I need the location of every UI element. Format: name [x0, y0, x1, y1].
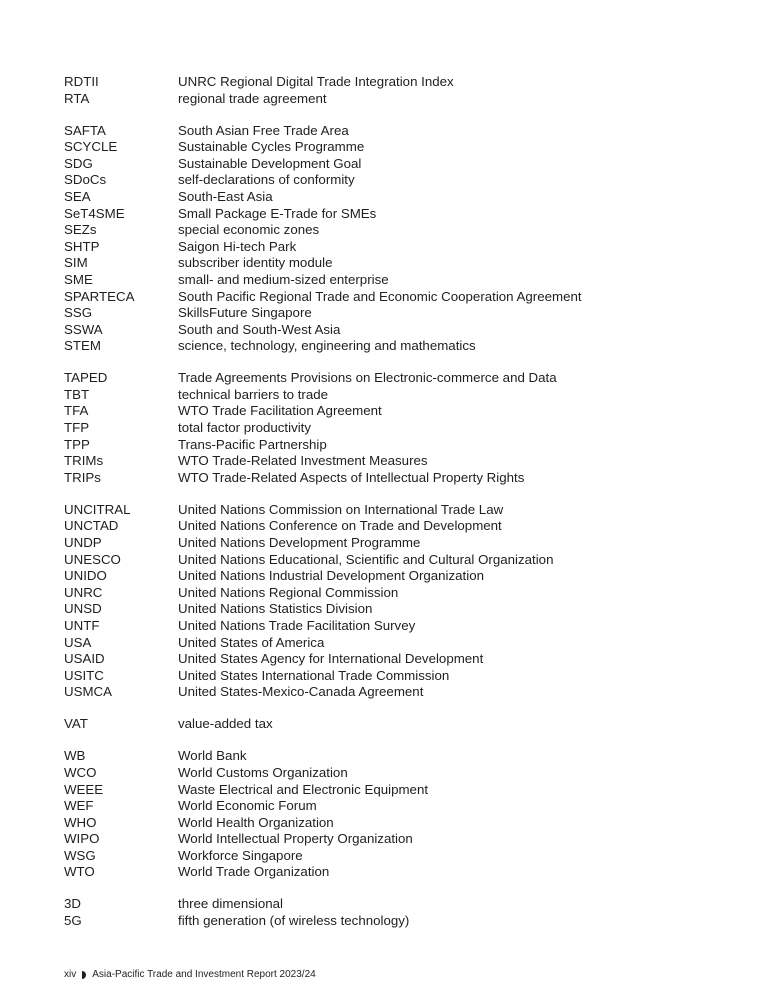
abbreviation-row [64, 322, 744, 339]
abbreviation-group [64, 74, 744, 107]
abbreviation-definition: Saigon Hi-tech Park [178, 238, 297, 254]
abbreviation-term: SSG [64, 305, 93, 321]
abbreviation-term: WB [64, 748, 86, 764]
abbreviation-row [64, 651, 744, 668]
abbreviation-definition: science, technology, engineering and mathematics [178, 338, 476, 354]
abbreviation-term: 5G [64, 913, 82, 929]
abbreviation-row [64, 206, 744, 223]
abbreviation-definition: three dimensional [178, 896, 283, 912]
abbreviation-term: SCYCLE [64, 139, 118, 155]
abbreviation-row [64, 272, 744, 289]
abbreviation-term: UNIDO [64, 568, 107, 584]
abbreviation-definition: special economic zones [178, 222, 320, 238]
abbreviation-row [64, 305, 744, 322]
abbreviation-term: SDG [64, 155, 93, 171]
abbreviation-group [64, 370, 744, 486]
report-title: Asia-Pacific Trade and Investment Report 2023/24 [92, 969, 316, 980]
abbreviation-term: WCO [64, 764, 97, 780]
abbreviation-definition: value-added tax [178, 716, 273, 732]
abbreviation-definition: South Pacific Regional Trade and Economic Cooperation Agreement [178, 288, 582, 304]
abbreviation-row [64, 172, 744, 189]
abbreviation-term: TBT [64, 386, 90, 402]
abbreviation-definition: United Nations Development Programme [178, 535, 421, 551]
abbreviation-definition: technical barriers to trade [178, 386, 329, 402]
abbreviation-term: 3D [64, 896, 81, 912]
abbreviation-definition: Sustainable Development Goal [178, 155, 362, 171]
abbreviation-row [64, 387, 744, 404]
abbreviation-row [64, 255, 744, 272]
abbreviation-definition: United Nations Regional Commission [178, 584, 399, 600]
abbreviation-row [64, 864, 744, 881]
abbreviation-term: TFA [64, 403, 89, 419]
page-number: xiv [64, 969, 77, 980]
abbreviation-row [64, 403, 744, 420]
abbreviation-definition: United Nations Trade Facilitation Survey [178, 617, 416, 633]
abbreviation-row [64, 782, 744, 799]
abbreviation-row [64, 239, 744, 256]
abbreviation-row [64, 91, 744, 108]
abbreviation-term: SAFTA [64, 122, 106, 138]
abbreviation-row [64, 568, 744, 585]
abbreviation-definition: United Nations Commission on International Trade Law [178, 501, 504, 517]
abbreviation-row [64, 815, 744, 832]
abbreviation-definition: United Nations Educational, Scientific and Cultural Organization [178, 551, 554, 567]
abbreviation-definition: World Trade Organization [178, 864, 330, 880]
abbreviation-row [64, 535, 744, 552]
abbreviation-definition: UNRC Regional Digital Trade Integration Index [178, 74, 454, 89]
abbreviation-term: SEA [64, 188, 91, 204]
abbreviations-list [64, 74, 744, 945]
abbreviation-definition: regional trade agreement [178, 90, 327, 106]
abbreviation-row [64, 748, 744, 765]
abbreviation-term: WEF [64, 798, 94, 814]
abbreviation-term: UNTF [64, 617, 100, 633]
abbreviation-definition: self-declarations of conformity [178, 172, 355, 188]
abbreviation-definition: WTO Trade-Related Investment Measures [178, 453, 428, 469]
abbreviation-term: SEZs [64, 222, 97, 238]
abbreviation-term: TRIPs [64, 469, 101, 485]
abbreviation-term: STEM [64, 338, 101, 354]
abbreviation-row [64, 716, 744, 733]
abbreviation-term: SeT4SME [64, 205, 125, 221]
abbreviation-row [64, 502, 744, 519]
abbreviation-term: SIM [64, 255, 88, 271]
abbreviation-definition: fifth generation (of wireless technology) [178, 913, 410, 929]
abbreviation-term: SHTP [64, 238, 100, 254]
abbreviation-term: TRIMs [64, 453, 104, 469]
abbreviation-row [64, 684, 744, 701]
abbreviation-term: WSG [64, 847, 96, 863]
abbreviation-row [64, 437, 744, 454]
abbreviation-definition: South and South-West Asia [178, 321, 341, 337]
abbreviation-term: WIPO [64, 831, 100, 847]
abbreviation-row [64, 189, 744, 206]
abbreviation-row [64, 668, 744, 685]
abbreviation-definition: World Intellectual Property Organization [178, 831, 413, 847]
abbreviation-row [64, 765, 744, 782]
abbreviation-row [64, 518, 744, 535]
abbreviation-definition: SkillsFuture Singapore [178, 305, 312, 321]
abbreviation-row [64, 139, 744, 156]
abbreviation-row [64, 585, 744, 602]
abbreviation-definition: World Health Organization [178, 814, 334, 830]
abbreviation-row [64, 156, 744, 173]
abbreviation-row [64, 222, 744, 239]
abbreviation-term: UNDP [64, 535, 102, 551]
abbreviation-row [64, 848, 744, 865]
abbreviation-definition: subscriber identity module [178, 255, 333, 271]
abbreviation-row [64, 896, 744, 913]
abbreviation-term: VAT [64, 716, 88, 732]
abbreviation-term: USAID [64, 651, 105, 667]
abbreviation-term: UNSD [64, 601, 102, 617]
abbreviation-definition: United Nations Conference on Trade and Development [178, 518, 502, 534]
abbreviation-definition: United States of America [178, 634, 325, 650]
abbreviation-term: TFP [64, 420, 90, 436]
abbreviation-definition: South Asian Free Trade Area [178, 122, 349, 138]
abbreviation-definition: WTO Trade Facilitation Agreement [178, 403, 382, 419]
abbreviation-term: SPARTECA [64, 288, 135, 304]
abbreviation-definition: United Nations Statistics Division [178, 601, 373, 617]
abbreviation-group [64, 896, 744, 929]
abbreviation-row [64, 338, 744, 355]
abbreviation-definition: Small Package E-Trade for SMEs [178, 205, 377, 221]
abbreviation-group [64, 502, 744, 701]
abbreviation-definition: United Nations Industrial Development Organization [178, 568, 484, 584]
abbreviation-term: TPP [64, 436, 90, 452]
abbreviation-row [64, 470, 744, 487]
abbreviation-row [64, 798, 744, 815]
abbreviation-definition: Waste Electrical and Electronic Equipment [178, 781, 429, 797]
abbreviation-term: UNCITRAL [64, 501, 131, 517]
abbreviation-term: WTO [64, 864, 95, 880]
abbreviation-row [64, 453, 744, 470]
abbreviation-term: UNESCO [64, 551, 121, 567]
abbreviation-definition: World Economic Forum [178, 798, 317, 814]
abbreviation-row [64, 831, 744, 848]
abbreviation-term: USA [64, 634, 92, 650]
abbreviation-term: TAPED [64, 370, 108, 386]
abbreviation-row [64, 635, 744, 652]
half-circle-marker-icon [81, 971, 87, 979]
abbreviation-definition: United States-Mexico-Canada Agreement [178, 684, 424, 700]
abbreviation-term: UNRC [64, 584, 103, 600]
abbreviation-term: WHO [64, 814, 97, 830]
abbreviation-group [64, 123, 744, 355]
abbreviation-definition: small- and medium-sized enterprise [178, 271, 389, 287]
abbreviation-definition: South-East Asia [178, 188, 273, 204]
abbreviation-term: UNCTAD [64, 518, 119, 534]
abbreviation-row [64, 289, 744, 306]
abbreviation-definition: Trans-Pacific Partnership [178, 436, 327, 452]
abbreviation-row [64, 370, 744, 387]
abbreviation-definition: total factor productivity [178, 420, 312, 436]
abbreviation-row [64, 601, 744, 618]
abbreviation-group [64, 716, 744, 733]
abbreviation-row [64, 552, 744, 569]
abbreviation-definition: Workforce Singapore [178, 847, 303, 863]
abbreviation-term: SDoCs [64, 172, 107, 188]
abbreviation-term: WEEE [64, 781, 104, 797]
abbreviation-definition: Trade Agreements Provisions on Electronic-commerce and Data [178, 370, 557, 386]
abbreviation-term: SSWA [64, 321, 103, 337]
abbreviation-row [64, 74, 744, 91]
abbreviation-row [64, 420, 744, 437]
abbreviation-term: USMCA [64, 684, 113, 700]
abbreviation-term: RTA [64, 90, 90, 106]
abbreviation-row [64, 618, 744, 635]
abbreviation-row [64, 123, 744, 140]
abbreviation-term: SME [64, 271, 93, 287]
abbreviation-term: USITC [64, 667, 104, 683]
abbreviation-row [64, 913, 744, 930]
page-footer [64, 968, 316, 982]
abbreviation-definition: WTO Trade-Related Aspects of Intellectual Property Rights [178, 469, 525, 485]
abbreviation-definition: Sustainable Cycles Programme [178, 139, 365, 155]
abbreviation-definition: World Bank [178, 748, 247, 764]
abbreviation-term: RDTII [64, 74, 99, 89]
abbreviation-definition: United States International Trade Commission [178, 667, 450, 683]
abbreviation-definition: United States Agency for International Development [178, 651, 484, 667]
abbreviation-group [64, 748, 744, 881]
abbreviation-definition: World Customs Organization [178, 764, 348, 780]
